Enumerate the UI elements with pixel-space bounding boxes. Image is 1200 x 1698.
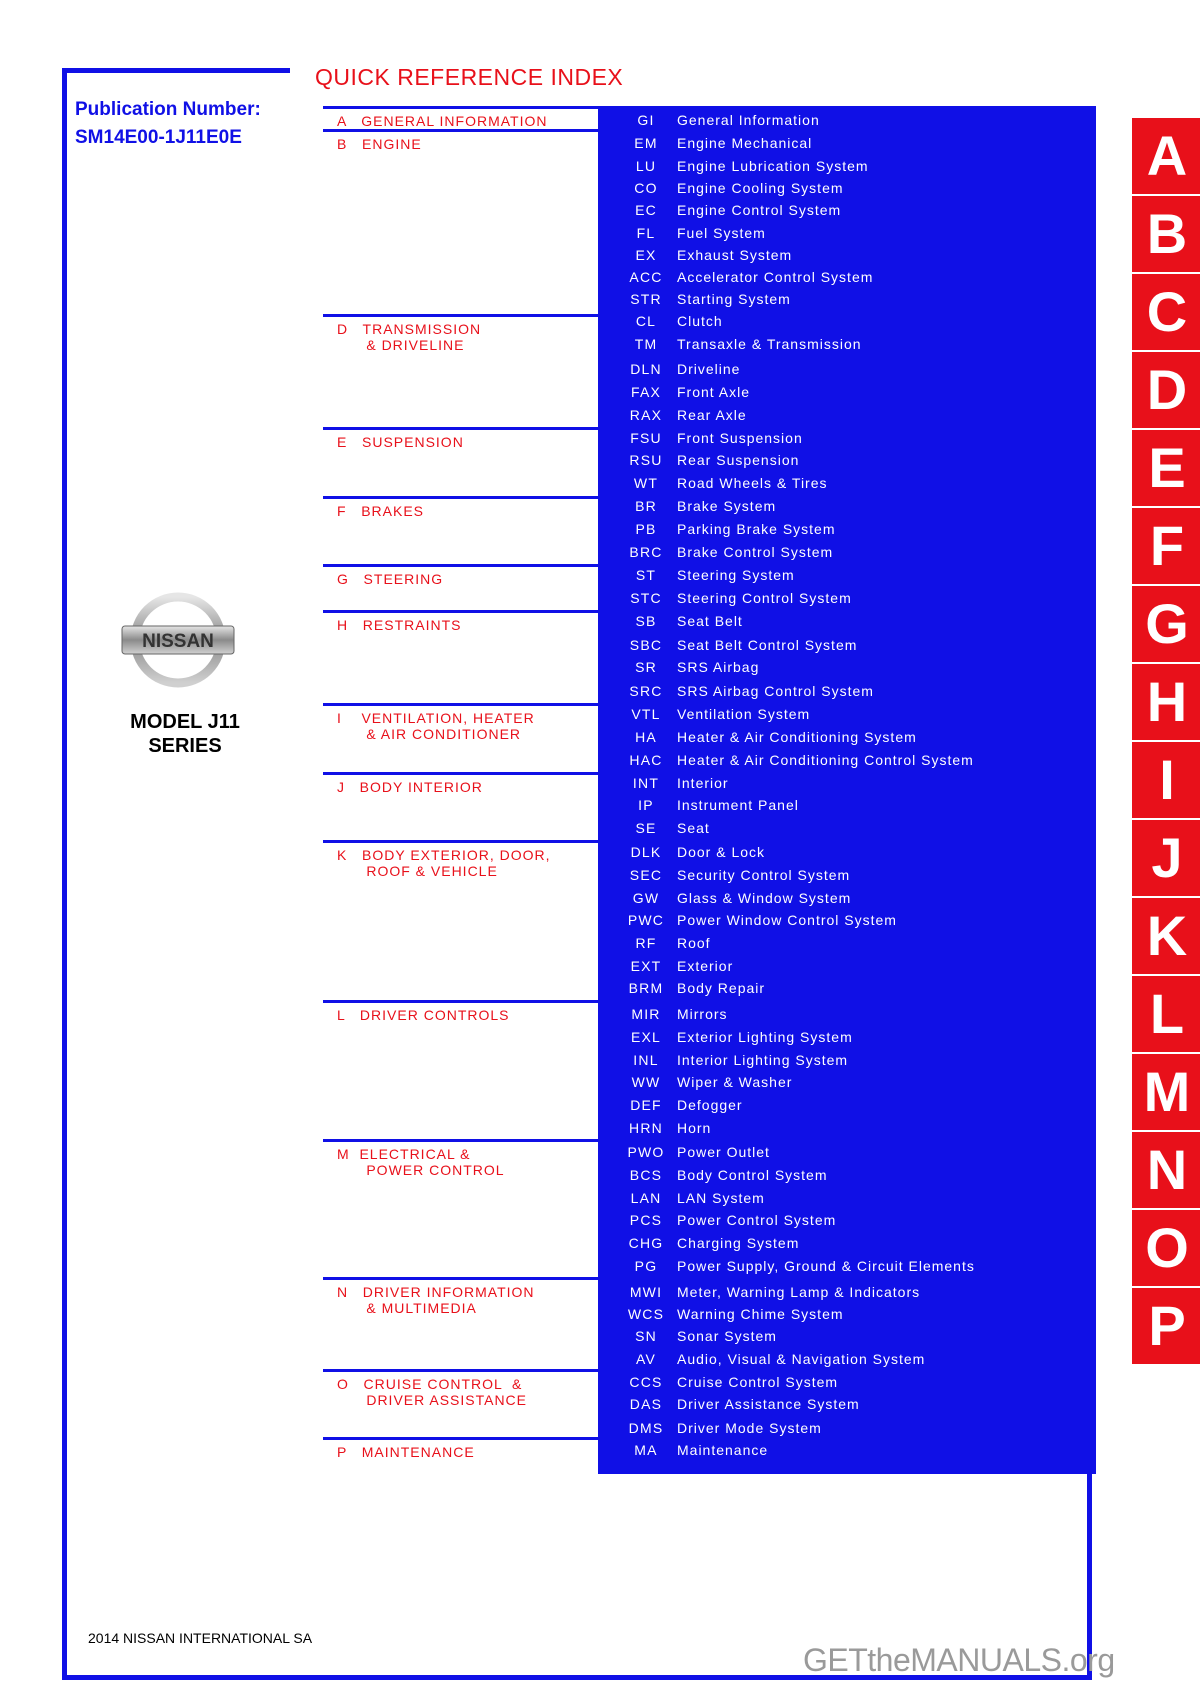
tab-o[interactable]: O [1132, 1210, 1200, 1286]
section-divider [323, 1277, 599, 1280]
row-code[interactable]: SN [635, 1328, 657, 1344]
row-name[interactable]: Security Control System [677, 867, 851, 883]
row-code[interactable]: CO [634, 180, 658, 196]
row-name[interactable]: Front Suspension [677, 430, 803, 446]
row-code[interactable]: IP [638, 797, 654, 813]
tab-f[interactable]: F [1132, 508, 1200, 584]
row-name[interactable]: Cruise Control System [677, 1374, 839, 1390]
row-code[interactable]: DAS [629, 1396, 663, 1412]
row-name[interactable]: Horn [677, 1120, 712, 1136]
row-code[interactable]: INL [633, 1052, 659, 1068]
row-name[interactable]: Sonar System [677, 1328, 777, 1344]
row-name[interactable]: Parking Brake System [677, 521, 836, 537]
row-code[interactable]: PWC [627, 912, 665, 928]
row-code[interactable]: PB [635, 521, 657, 537]
section-label[interactable]: H RESTRAINTS [337, 617, 462, 633]
row-name[interactable]: Accelerator Control System [677, 269, 874, 285]
row-name[interactable]: SRS Airbag Control System [677, 683, 874, 699]
row-code[interactable]: GI [637, 112, 655, 128]
row-code[interactable]: HAC [629, 752, 663, 768]
row-name[interactable]: LAN System [677, 1190, 765, 1206]
section-divider [323, 1139, 599, 1142]
row-code[interactable]: MWI [629, 1284, 663, 1300]
watermark: GETtheMANUALS.org [803, 1642, 1115, 1678]
row-code[interactable]: BRC [629, 544, 663, 560]
row-name[interactable]: Driver Assistance System [677, 1396, 860, 1412]
row-code[interactable]: CCS [629, 1374, 663, 1390]
tab-m[interactable]: M [1132, 1054, 1200, 1130]
section-divider [323, 610, 599, 613]
copyright: 2014 NISSAN INTERNATIONAL SA [88, 1630, 313, 1646]
section-divider [323, 1000, 599, 1003]
row-code[interactable]: LU [635, 158, 657, 174]
row-code[interactable]: EX [635, 247, 657, 263]
row-name[interactable]: Body Repair [677, 980, 766, 996]
row-name[interactable]: Driver Mode System [677, 1420, 822, 1436]
tab-b[interactable]: B [1132, 196, 1200, 272]
row-code[interactable]: EXT [630, 958, 662, 974]
row-name[interactable]: Audio, Visual & Navigation System [677, 1351, 926, 1367]
row-code[interactable]: HA [635, 729, 657, 745]
tab-k[interactable]: K [1132, 898, 1200, 974]
section-divider [323, 772, 599, 775]
section-divider [323, 496, 599, 499]
row-code[interactable]: WT [633, 475, 659, 491]
model-line-2: SERIES [148, 735, 222, 757]
row-code[interactable]: STR [630, 291, 662, 307]
row-code[interactable]: EM [634, 135, 658, 151]
row-code[interactable]: RAX [629, 407, 663, 423]
row-name[interactable]: Brake System [677, 498, 777, 514]
logo-text: NISSAN [142, 631, 214, 652]
row-name[interactable]: Glass & Window System [677, 890, 852, 906]
tab-p[interactable]: P [1132, 1288, 1200, 1364]
row-code[interactable]: DEF [630, 1097, 662, 1113]
row-name[interactable]: SRS Airbag [677, 659, 760, 675]
row-name[interactable]: Wiper & Washer [677, 1074, 793, 1090]
row-name[interactable]: Exhaust System [677, 247, 793, 263]
row-name[interactable]: Transaxle & Transmission [677, 336, 862, 352]
row-name[interactable]: Ventilation System [677, 706, 811, 722]
row-name[interactable]: Body Control System [677, 1167, 828, 1183]
row-name[interactable]: Engine Mechanical [677, 135, 813, 151]
row-code[interactable]: DLN [630, 361, 662, 377]
section-label[interactable]: L DRIVER CONTROLS [337, 1007, 510, 1023]
section-divider [323, 1437, 599, 1440]
section-label[interactable]: F BRAKES [337, 503, 425, 519]
section-label[interactable]: A GENERAL INFORMATION [337, 113, 548, 129]
row-code[interactable]: HRN [629, 1120, 663, 1136]
section-label[interactable]: P MAINTENANCE [337, 1444, 475, 1460]
publication-label: Publication Number: [75, 99, 261, 120]
section-label[interactable]: D TRANSMISSION & DRIVELINE [337, 321, 482, 353]
row-code[interactable]: CL [635, 313, 657, 329]
row-name[interactable]: Instrument Panel [677, 797, 799, 813]
row-code[interactable]: SRC [629, 683, 663, 699]
row-code[interactable]: CHG [628, 1235, 664, 1251]
row-name[interactable]: Engine Control System [677, 202, 842, 218]
row-name[interactable]: Power Outlet [677, 1144, 770, 1160]
section-label[interactable]: M ELECTRICAL & POWER CONTROL [337, 1146, 505, 1178]
model-block [100, 710, 270, 758]
row-code[interactable]: TM [634, 336, 658, 352]
row-name[interactable]: Steering System [677, 567, 795, 583]
section-divider [323, 106, 599, 109]
row-name[interactable]: Road Wheels & Tires [677, 475, 828, 491]
row-name[interactable]: Defogger [677, 1097, 743, 1113]
row-code[interactable]: MIR [631, 1006, 661, 1022]
row-code[interactable]: VTL [631, 706, 661, 722]
row-name[interactable]: Clutch [677, 313, 723, 329]
row-name[interactable]: Power Window Control System [677, 912, 897, 928]
tab-l[interactable]: L [1132, 976, 1200, 1052]
row-code[interactable]: BCS [629, 1167, 663, 1183]
tab-j[interactable]: J [1132, 820, 1200, 896]
section-label[interactable]: G STEERING [337, 571, 444, 587]
row-name[interactable]: Seat Belt Control System [677, 637, 858, 653]
row-name[interactable]: Engine Cooling System [677, 180, 844, 196]
section-divider [323, 703, 599, 706]
row-name[interactable]: Seat [677, 820, 710, 836]
section-divider [323, 129, 599, 132]
row-code[interactable]: SB [635, 613, 657, 629]
row-name[interactable]: Brake Control System [677, 544, 834, 560]
row-code[interactable]: FL [636, 225, 656, 241]
section-label[interactable]: J BODY INTERIOR [337, 779, 483, 795]
section-divider [323, 1369, 599, 1372]
tab-c[interactable]: C [1132, 274, 1200, 350]
section-divider [323, 840, 599, 843]
row-code[interactable]: SE [635, 820, 657, 836]
row-code[interactable]: WW [631, 1074, 661, 1090]
row-code[interactable]: RSU [629, 452, 663, 468]
row-name[interactable]: Interior [677, 775, 729, 791]
frame-top-border [62, 68, 290, 73]
row-name[interactable]: Heater & Air Conditioning Control System [677, 752, 974, 768]
row-code[interactable]: AV [635, 1351, 657, 1367]
row-code[interactable]: FAX [630, 384, 662, 400]
row-name[interactable]: General Information [677, 112, 820, 128]
frame-left-border [62, 68, 67, 1680]
section-label[interactable]: K BODY EXTERIOR, DOOR, ROOF & VEHICLE [337, 847, 551, 879]
row-code[interactable]: INT [632, 775, 660, 791]
row-code[interactable]: EXL [630, 1029, 662, 1045]
row-code[interactable]: STC [630, 590, 662, 606]
row-name[interactable]: Steering Control System [677, 590, 852, 606]
row-name[interactable]: Door & Lock [677, 844, 766, 860]
tab-g[interactable]: G [1132, 586, 1200, 662]
page-title: QUICK REFERENCE INDEX [315, 64, 624, 90]
row-code[interactable]: SEC [629, 867, 663, 883]
row-name[interactable]: Seat Belt [677, 613, 743, 629]
row-code[interactable]: ST [635, 567, 657, 583]
section-divider [323, 314, 599, 317]
row-code[interactable]: MA [634, 1442, 658, 1458]
row-name[interactable]: Heater & Air Conditioning System [677, 729, 917, 745]
row-code[interactable]: PCS [629, 1212, 663, 1228]
row-code[interactable]: RF [635, 935, 657, 951]
row-name[interactable]: Rear Suspension [677, 452, 800, 468]
row-code[interactable]: SR [635, 659, 657, 675]
tab-h[interactable]: H [1132, 664, 1200, 740]
tab-a[interactable]: A [1132, 118, 1200, 194]
row-code[interactable]: WCS [627, 1306, 665, 1322]
row-name[interactable]: Power Supply, Ground & Circuit Elements [677, 1258, 975, 1274]
row-name[interactable]: Engine Lubrication System [677, 158, 869, 174]
section-label[interactable]: E SUSPENSION [337, 434, 464, 450]
section-divider [323, 427, 599, 430]
section-label[interactable]: B ENGINE [337, 136, 422, 152]
row-name[interactable]: Exterior [677, 958, 734, 974]
tab-n[interactable]: N [1132, 1132, 1200, 1208]
tab-d[interactable]: D [1132, 352, 1200, 428]
tab-e[interactable]: E [1132, 430, 1200, 506]
row-name[interactable]: Starting System [677, 291, 791, 307]
tab-i[interactable]: I [1132, 742, 1200, 818]
row-code[interactable]: GW [632, 890, 660, 906]
row-code[interactable]: ACC [629, 269, 663, 285]
row-name[interactable]: Interior Lighting System [677, 1052, 849, 1068]
row-code[interactable]: BR [635, 498, 657, 514]
row-name[interactable]: Rear Axle [677, 407, 747, 423]
publication-number: SM14E00-1J11E0E [75, 127, 242, 148]
section-label[interactable]: N DRIVER INFORMATION & MULTIMEDIA [337, 1284, 535, 1316]
row-name[interactable]: Fuel System [677, 225, 766, 241]
section-divider [323, 564, 599, 567]
row-code[interactable]: DLK [630, 844, 662, 860]
publication-block [75, 96, 261, 152]
row-code[interactable]: PWO [627, 1144, 665, 1160]
row-code[interactable]: FSU [630, 430, 662, 446]
row-code[interactable]: PG [634, 1258, 658, 1274]
nissan-logo [118, 590, 238, 690]
model-line-1: MODEL J11 [130, 711, 240, 733]
row-code[interactable]: LAN [630, 1190, 662, 1206]
row-code[interactable]: SBC [629, 637, 663, 653]
section-label[interactable]: O CRUISE CONTROL & DRIVER ASSISTANCE [337, 1376, 528, 1408]
section-label[interactable]: I VENTILATION, HEATER & AIR CONDITIONER [337, 710, 535, 742]
row-name[interactable]: Roof [677, 935, 711, 951]
row-name[interactable]: Charging System [677, 1235, 800, 1251]
row-name[interactable]: Meter, Warning Lamp & Indicators [677, 1284, 921, 1300]
row-name[interactable]: Power Control System [677, 1212, 837, 1228]
row-name[interactable]: Front Axle [677, 384, 751, 400]
row-name[interactable]: Exterior Lighting System [677, 1029, 853, 1045]
row-code[interactable]: EC [635, 202, 657, 218]
row-name[interactable]: Mirrors [677, 1006, 728, 1022]
row-name[interactable]: Maintenance [677, 1442, 769, 1458]
row-name[interactable]: Driveline [677, 361, 741, 377]
row-code[interactable]: DMS [628, 1420, 664, 1436]
row-code[interactable]: BRM [628, 980, 664, 996]
row-name[interactable]: Warning Chime System [677, 1306, 844, 1322]
